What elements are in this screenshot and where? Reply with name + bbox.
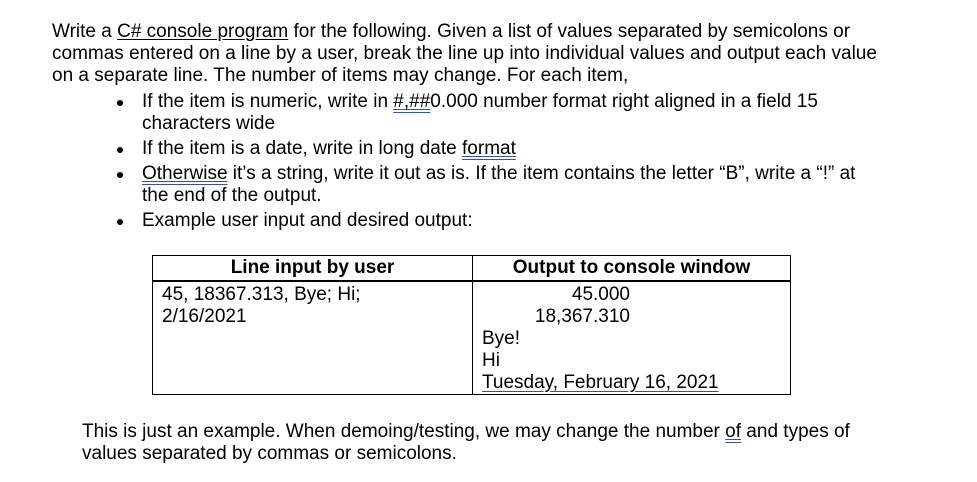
output-numeric-line: 18,367.310	[534, 306, 630, 327]
list-item-string: Otherwise it’s a string, write it out as is. If the item contains the letter “B”, write a “!” at the end of the output.	[112, 163, 932, 207]
output-date-line: Tuesday, February 16, 2021	[482, 372, 719, 393]
input-line: 2/16/2021	[162, 306, 247, 327]
header-output: Output to console window	[473, 256, 791, 282]
list-item-date: If the item is a date, write in long date format	[112, 138, 932, 160]
input-cell	[153, 281, 473, 395]
list-item-example: Example user input and desired output:	[112, 210, 932, 232]
output-string-line: Hi	[482, 350, 500, 371]
bullet-icon	[117, 100, 123, 106]
intro-paragraph	[52, 21, 932, 87]
output-cell	[473, 281, 791, 395]
closing-line-2: values separated by commas or semicolons.	[82, 443, 457, 464]
format-grammar-mark[interactable]: format	[462, 138, 516, 159]
of-grammar-mark[interactable]: of	[725, 421, 742, 442]
example-table	[152, 255, 791, 395]
bullet-icon	[117, 147, 123, 153]
header-input: Line input by user	[153, 256, 473, 282]
closing-line-1: This is just an example. When demoing/testing, we may change the number of and types of	[82, 421, 850, 442]
intro-line-3: on a separate line. The number of items may change. For each item,	[52, 65, 629, 86]
bullet-icon	[117, 172, 123, 178]
requirements-list	[112, 91, 932, 235]
closing-paragraph	[82, 421, 942, 465]
output-numeric-line: 45.000	[571, 284, 630, 305]
otherwise-grammar-mark[interactable]: Otherwise	[142, 163, 228, 184]
output-string-line: Bye!	[482, 328, 521, 349]
number-format-mark[interactable]: #,##	[393, 91, 431, 112]
input-line: 45, 18367.313, Bye; Hi;	[162, 284, 361, 305]
intro-line-2: commas entered on a line by a user, break the line up into individual values and output each value	[52, 43, 877, 64]
table-row	[153, 281, 791, 395]
intro-line-1: Write a C# console program for the following. Given a list of values separated by semicolons or	[52, 21, 851, 42]
table-header-row	[153, 256, 791, 282]
bullet-icon	[117, 219, 123, 225]
list-item-numeric: If the item is numeric, write in #,##0.000 number format right aligned in a field 15 characters wide	[112, 91, 932, 135]
csharp-program-link-text[interactable]: C# console program	[117, 21, 289, 42]
